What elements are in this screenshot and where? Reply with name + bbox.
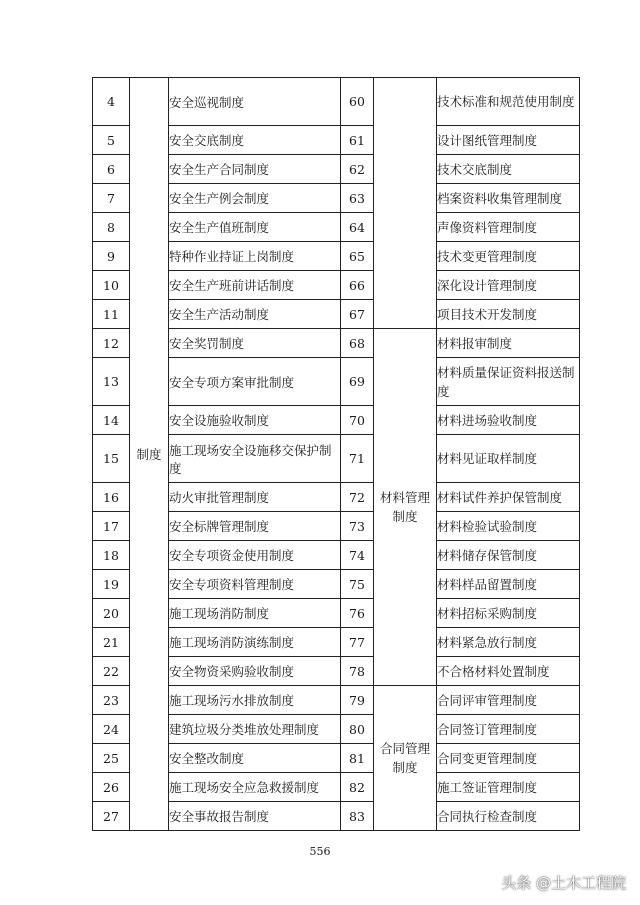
regulation-name-left: 安全专项方案审批制度	[169, 358, 341, 406]
row-number-right: 62	[341, 155, 374, 184]
regulation-name-left: 安全物资采购验收制度	[169, 657, 341, 686]
regulation-name-left: 安全标牌管理制度	[169, 512, 341, 541]
row-number-left: 22	[93, 657, 130, 686]
regulation-name-left: 安全生产活动制度	[169, 300, 341, 329]
regulation-name-left: 特种作业持证上岗制度	[169, 242, 341, 271]
row-number-right: 78	[341, 657, 374, 686]
row-number-right: 77	[341, 628, 374, 657]
row-number-left: 9	[93, 242, 130, 271]
regulation-name-right: 不合格材料处置制度	[437, 657, 580, 686]
row-number-right: 61	[341, 126, 374, 155]
regulations-table	[92, 77, 580, 831]
regulation-name-left: 施工现场消防演练制度	[169, 628, 341, 657]
row-number-right: 82	[341, 773, 374, 802]
row-number-right: 68	[341, 329, 374, 358]
regulation-name-right: 合同执行检查制度	[437, 802, 580, 831]
regulation-name-left: 施工现场污水排放制度	[169, 686, 341, 715]
right-category-contracts: 合同管理制度	[374, 686, 437, 831]
regulation-name-right: 技术变更管理制度	[437, 242, 580, 271]
right-category-empty	[374, 78, 437, 329]
watermark: 头条 @土木工程院	[501, 874, 626, 892]
row-number-left: 26	[93, 773, 130, 802]
row-number-right: 83	[341, 802, 374, 831]
regulation-name-left: 安全生产班前讲话制度	[169, 271, 341, 300]
row-number-left: 16	[93, 483, 130, 512]
regulation-name-right: 档案资料收集管理制度	[437, 184, 580, 213]
regulation-name-left: 安全巡视制度	[169, 78, 341, 126]
row-number-right: 67	[341, 300, 374, 329]
regulation-name-right: 材料报审制度	[437, 329, 580, 358]
regulation-name-right: 材料检验试验制度	[437, 512, 580, 541]
right-category-materials: 材料管理制度	[374, 329, 437, 686]
regulation-name-right: 材料紧急放行制度	[437, 628, 580, 657]
row-number-right: 73	[341, 512, 374, 541]
row-number-right: 65	[341, 242, 374, 271]
regulations-table-body	[93, 78, 580, 831]
row-number-right: 81	[341, 744, 374, 773]
row-number-left: 25	[93, 744, 130, 773]
regulation-name-right: 合同变更管理制度	[437, 744, 580, 773]
row-number-left: 27	[93, 802, 130, 831]
row-number-right: 72	[341, 483, 374, 512]
regulation-name-left: 施工现场消防制度	[169, 599, 341, 628]
row-number-left: 20	[93, 599, 130, 628]
regulation-name-left: 安全奖罚制度	[169, 329, 341, 358]
row-number-left: 12	[93, 329, 130, 358]
row-number-right: 63	[341, 184, 374, 213]
row-number-left: 7	[93, 184, 130, 213]
regulation-name-left: 安全交底制度	[169, 126, 341, 155]
row-number-left: 13	[93, 358, 130, 406]
row-number-right: 70	[341, 406, 374, 435]
regulation-name-left: 安全设施验收制度	[169, 406, 341, 435]
page-number: 556	[309, 845, 331, 858]
row-number-left: 4	[93, 78, 130, 126]
row-number-right: 71	[341, 435, 374, 483]
row-number-left: 10	[93, 271, 130, 300]
row-number-right: 64	[341, 213, 374, 242]
row-number-right: 79	[341, 686, 374, 715]
table-row	[93, 78, 580, 126]
row-number-left: 5	[93, 126, 130, 155]
regulation-name-right: 项目技术开发制度	[437, 300, 580, 329]
regulation-name-right: 材料见证取样制度	[437, 435, 580, 483]
row-number-left: 14	[93, 406, 130, 435]
regulation-name-right: 深化设计管理制度	[437, 271, 580, 300]
regulation-name-left: 动火审批管理制度	[169, 483, 341, 512]
regulation-name-left: 安全专项资料管理制度	[169, 570, 341, 599]
regulation-name-left: 安全整改制度	[169, 744, 341, 773]
regulation-name-left: 安全专项资金使用制度	[169, 541, 341, 570]
row-number-right: 66	[341, 271, 374, 300]
regulation-name-right: 声像资料管理制度	[437, 213, 580, 242]
row-number-left: 11	[93, 300, 130, 329]
row-number-left: 15	[93, 435, 130, 483]
row-number-left: 19	[93, 570, 130, 599]
row-number-left: 21	[93, 628, 130, 657]
regulation-name-left: 安全事故报告制度	[169, 802, 341, 831]
regulation-name-left: 安全生产合同制度	[169, 155, 341, 184]
row-number-right: 60	[341, 78, 374, 126]
row-number-right: 80	[341, 715, 374, 744]
left-category-cell: 制度	[130, 78, 169, 831]
regulation-name-left: 安全生产例会制度	[169, 184, 341, 213]
regulation-name-right: 设计图纸管理制度	[437, 126, 580, 155]
row-number-left: 24	[93, 715, 130, 744]
row-number-left: 6	[93, 155, 130, 184]
regulation-name-right: 施工签证管理制度	[437, 773, 580, 802]
regulation-name-right: 材料储存保管制度	[437, 541, 580, 570]
regulation-name-right: 材料招标采购制度	[437, 599, 580, 628]
regulation-name-right: 合同评审管理制度	[437, 686, 580, 715]
row-number-left: 23	[93, 686, 130, 715]
row-number-right: 76	[341, 599, 374, 628]
regulation-name-right: 技术交底制度	[437, 155, 580, 184]
row-number-left: 8	[93, 213, 130, 242]
row-number-right: 75	[341, 570, 374, 599]
row-number-left: 18	[93, 541, 130, 570]
row-number-left: 17	[93, 512, 130, 541]
row-number-right: 69	[341, 358, 374, 406]
regulation-name-left: 施工现场安全应急救援制度	[169, 773, 341, 802]
regulation-name-right: 材料试件养护保管制度	[437, 483, 580, 512]
regulation-name-left: 建筑垃圾分类堆放处理制度	[169, 715, 341, 744]
regulation-name-left: 安全生产值班制度	[169, 213, 341, 242]
row-number-right: 74	[341, 541, 374, 570]
regulation-name-right: 材料样品留置制度	[437, 570, 580, 599]
regulation-name-right: 材料质量保证资料报送制度	[437, 358, 580, 406]
regulation-name-right: 材料进场验收制度	[437, 406, 580, 435]
regulation-name-right: 合同签订管理制度	[437, 715, 580, 744]
regulation-name-left: 施工现场安全设施移交保护制度	[169, 435, 341, 483]
regulation-name-right: 技术标准和规范使用制度	[437, 78, 580, 126]
